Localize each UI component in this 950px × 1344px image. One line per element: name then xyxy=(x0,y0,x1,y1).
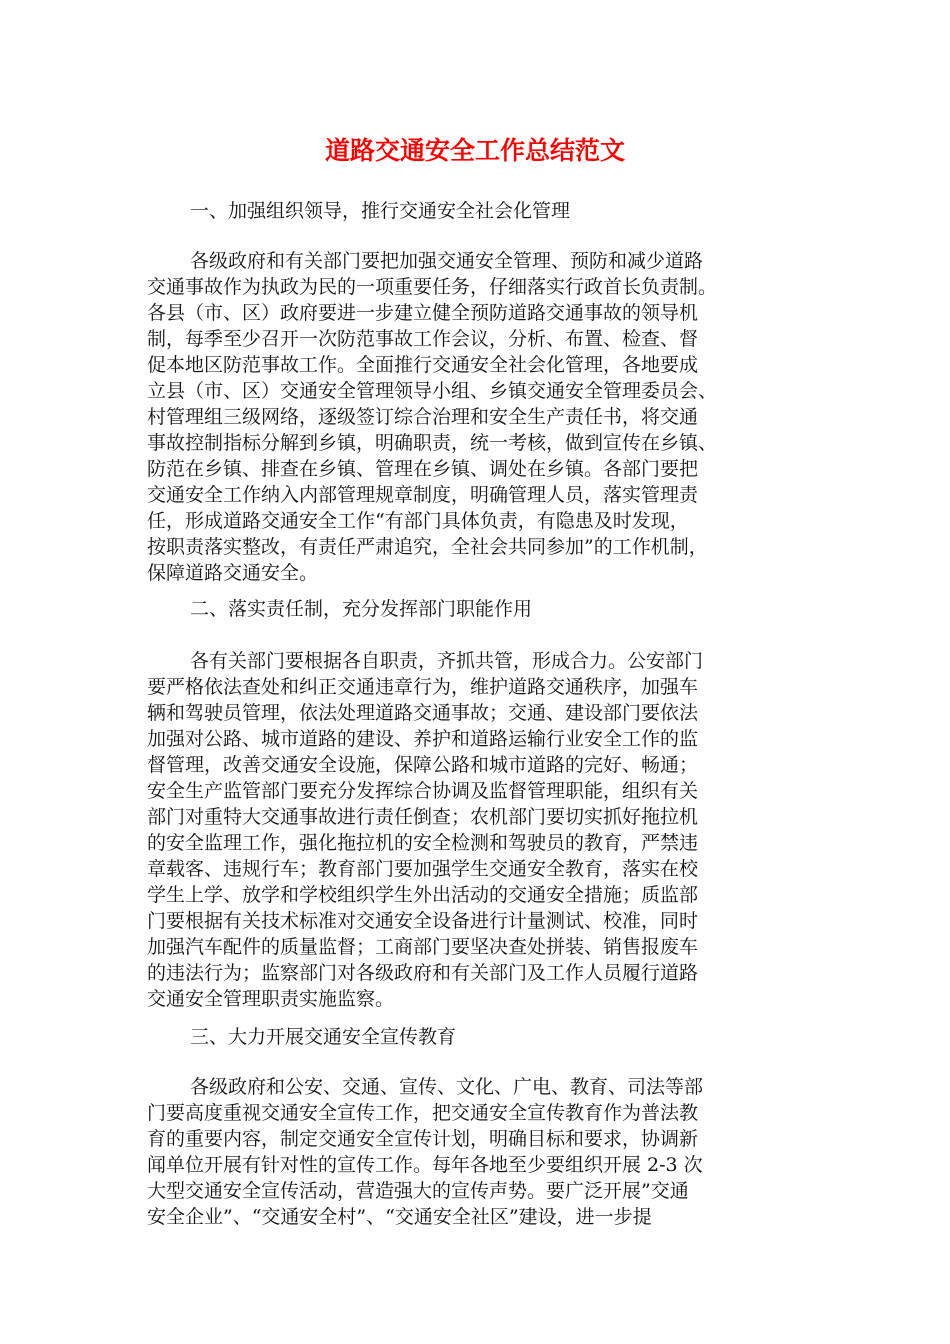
paragraph-line: 立县（市、区）交通安全管理领导小组、乡镇交通安全管理委员会、 xyxy=(147,380,718,402)
paragraph-line: 大型交通安全宣传活动，营造强大的宣传声势。要广泛开展”交通 xyxy=(147,1180,689,1202)
paragraph-line: 加强汽车配件的质量监督；工商部门要坚决查处拼装、销售报废车 xyxy=(147,936,699,958)
paragraph-line: 部门对重特大交通事故进行责任倒查；农机部门要切实抓好拖拉机 xyxy=(147,806,699,828)
paragraph-line: 保障道路交通安全。 xyxy=(147,562,319,584)
paragraph-line: 事故控制指标分解到乡镇，明确职责，统一考核，做到宣传在乡镇、 xyxy=(147,432,718,454)
section-paragraph-3 xyxy=(147,1074,827,1230)
paragraph-line: 门要高度重视交通安全宣传工作，把交通安全宣传教育作为普法教 xyxy=(147,1102,699,1124)
paragraph-line: 各县（市、区）政府要进一步建立健全预防道路交通事故的领导机 xyxy=(147,302,699,324)
paragraph-line: 加强对公路、城市道路的建设、养护和道路运输行业安全工作的监 xyxy=(147,728,699,750)
section-heading-2: 二、落实责任制，充分发挥部门职能作用 xyxy=(190,598,533,620)
paragraph-line: 闻单位开展有针对性的宣传工作。每年各地至少要组织开展 2-3 次 xyxy=(147,1154,703,1176)
paragraph-line: 要严格依法查处和纠正交通违章行为，维护道路交通秩序，加强车 xyxy=(147,676,699,698)
paragraph-line: 门要根据有关技术标准对交通安全设备进行计量测试、校准，同时 xyxy=(147,910,699,932)
paragraph-line: 学生上学、放学和学校组织学生外出活动的交通安全措施；质监部 xyxy=(147,884,699,906)
paragraph-line: 安全生产监管部门要充分发挥综合协调及监督管理职能，组织有关 xyxy=(147,780,699,802)
paragraph-line: 辆和驾驶员管理，依法处理道路交通事故；交通、建设部门要依法 xyxy=(147,702,699,724)
section-heading-3: 三、大力开展交通安全宣传教育 xyxy=(190,1026,457,1048)
paragraph-line: 各有关部门要根据各自职责，齐抓共管，形成合力。公安部门 xyxy=(190,650,704,672)
section-paragraph-2 xyxy=(147,648,827,1012)
paragraph-line: 交通安全工作纳入内部管理规章制度，明确管理人员，落实管理责 xyxy=(147,484,699,506)
paragraph-line: 安全企业”、“交通安全村”、“交通安全社区”建设，进一步提 xyxy=(147,1206,652,1228)
paragraph-line: 育的重要内容，制定交通安全宣传计划，明确目标和要求，协调新 xyxy=(147,1128,699,1150)
paragraph-line: 督管理，改善交通安全设施，保障公路和城市道路的完好、畅通； xyxy=(147,754,699,776)
paragraph-line: 村管理组三级网络，逐级签订综合治理和安全生产责任书，将交通 xyxy=(147,406,699,428)
document-title: 道路交通安全工作总结范文 xyxy=(324,136,625,165)
paragraph-line: 的安全监理工作，强化拖拉机的安全检测和驾驶员的教育，严禁违 xyxy=(147,832,699,854)
section-paragraph-1 xyxy=(147,248,827,586)
paragraph-line: 交通事故作为执政为民的一项重要任务，仔细落实行政首长负责制。 xyxy=(147,276,718,298)
paragraph-line: 按职责落实整改，有责任严肃追究，全社会共同参加”的工作机制， xyxy=(147,536,708,558)
paragraph-line: 各级政府和公安、交通、宣传、文化、广电、教育、司法等部 xyxy=(190,1076,704,1098)
paragraph-line: 促本地区防范事故工作。全面推行交通安全社会化管理，各地要成 xyxy=(147,354,699,376)
paragraph-line: 各级政府和有关部门要把加强交通安全管理、预防和减少道路 xyxy=(190,250,704,272)
paragraph-line: 章载客、违规行车；教育部门要加强学生交通安全教育，落实在校 xyxy=(147,858,699,880)
paragraph-line: 的违法行为；监察部门对各级政府和有关部门及工作人员履行道路 xyxy=(147,962,699,984)
paragraph-line: 防范在乡镇、排查在乡镇、管理在乡镇、调处在乡镇。各部门要把 xyxy=(147,458,699,480)
paragraph-line: 任，形成道路交通安全工作“有部门具体负责，有隐患及时发现， xyxy=(147,510,689,532)
section-heading-1: 一、加强组织领导，推行交通安全社会化管理 xyxy=(190,200,571,222)
paragraph-line: 交通安全管理职责实施监察。 xyxy=(147,988,395,1010)
paragraph-line: 制，每季至少召开一次防范事故工作会议，分析、布置、检查、督 xyxy=(147,328,699,350)
